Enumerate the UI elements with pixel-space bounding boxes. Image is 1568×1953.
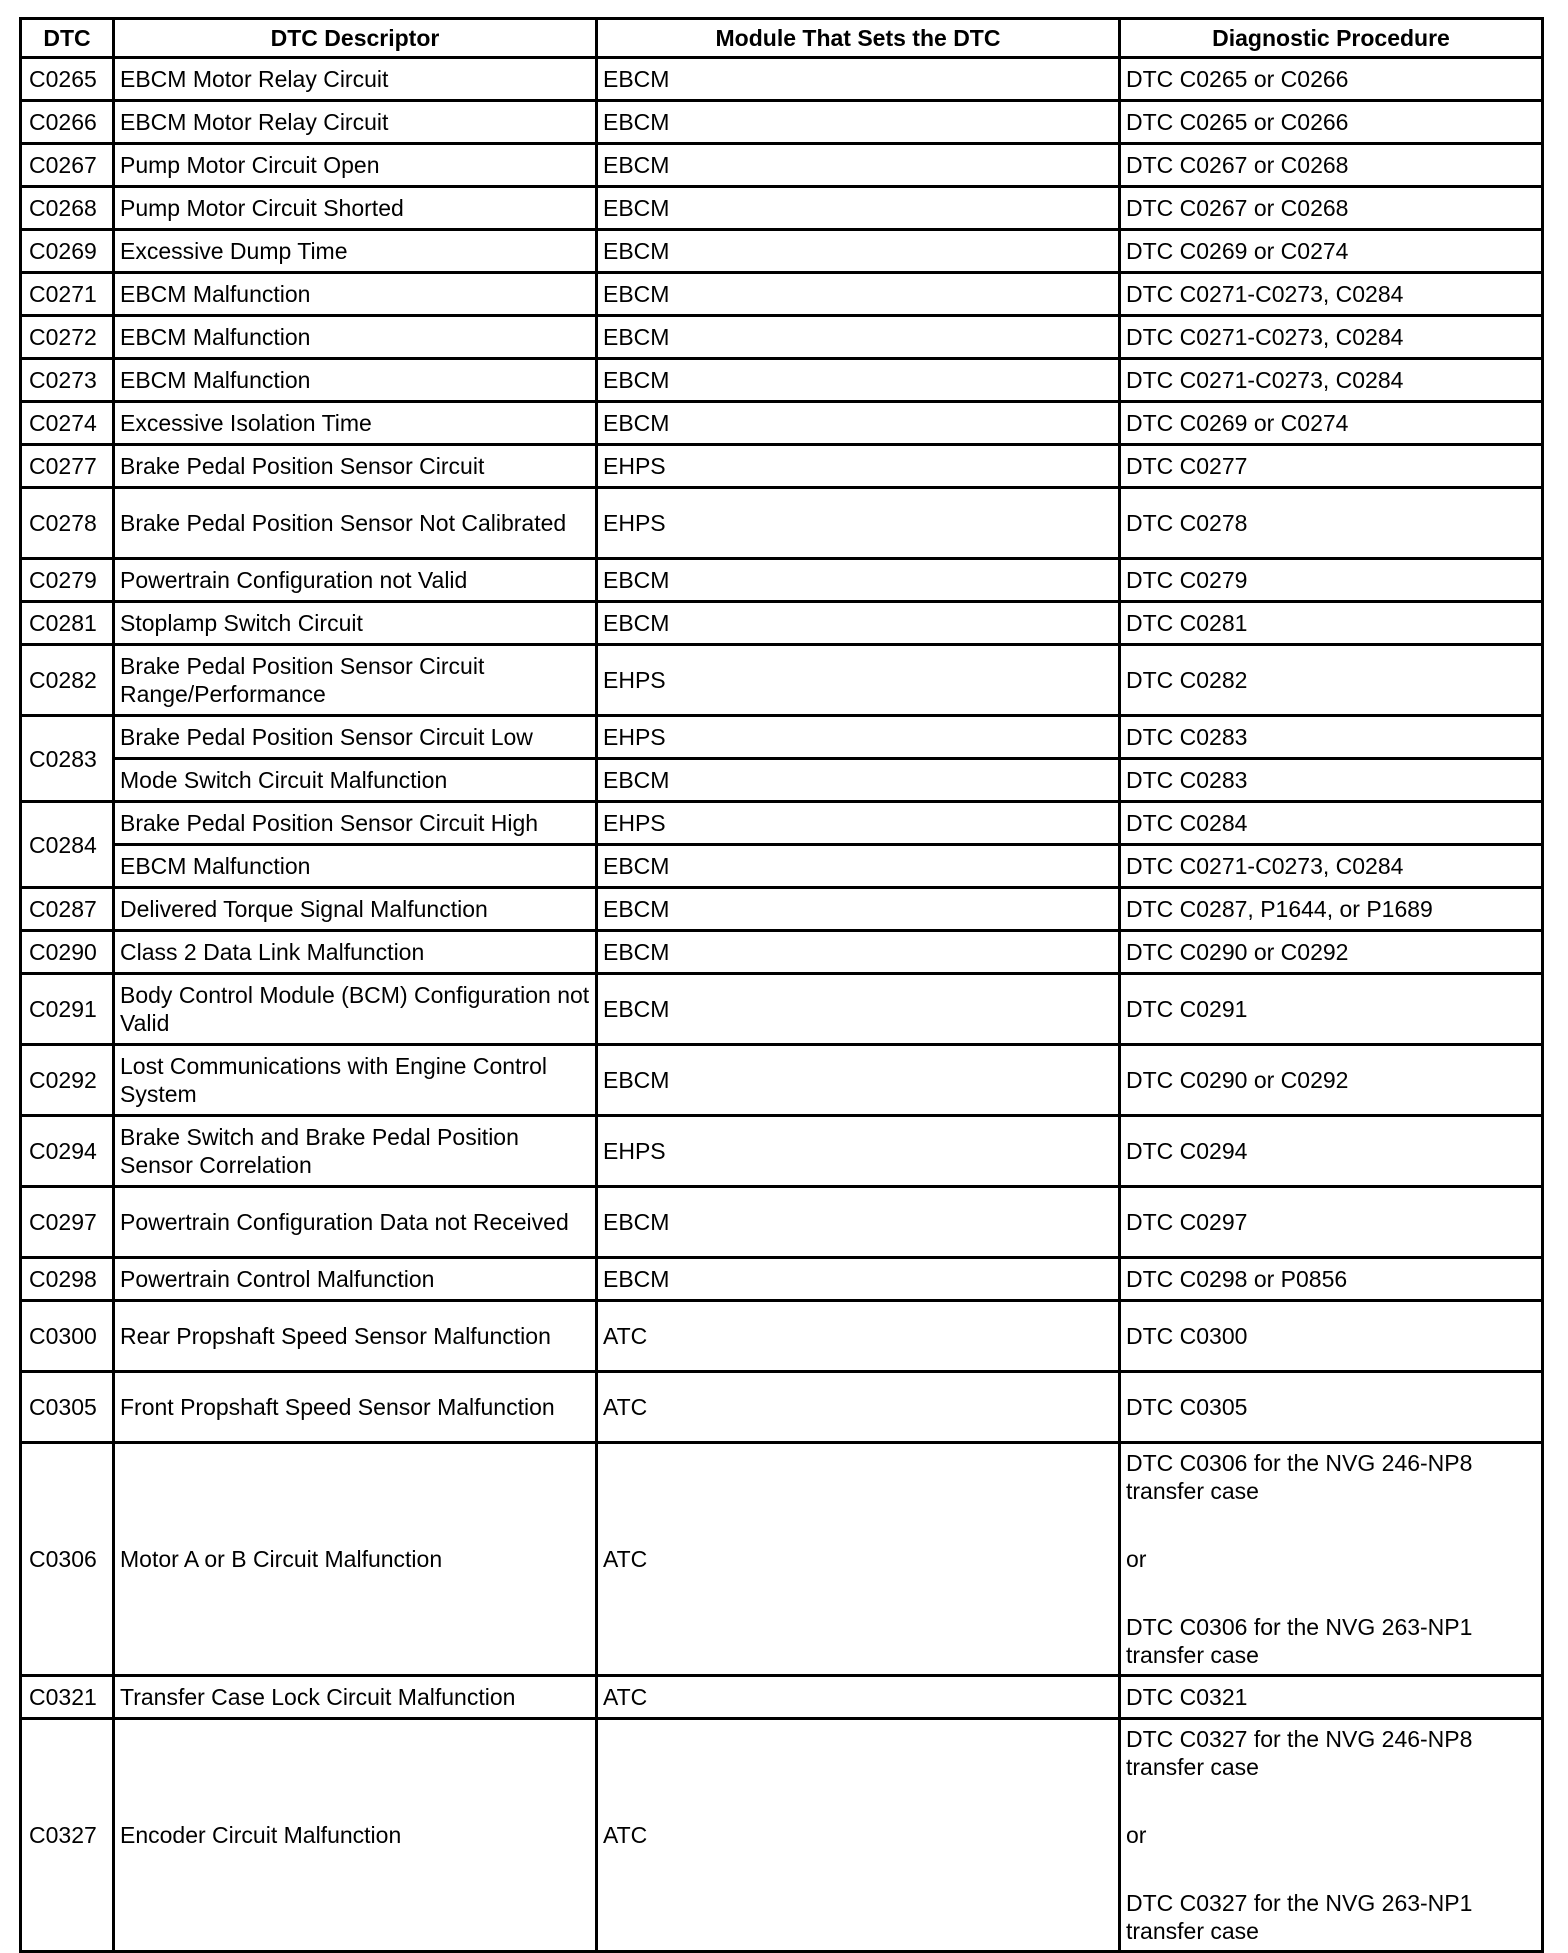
procedure-or: or [1126, 1546, 1147, 1572]
dtc-procedure: DTC C0281 [1120, 602, 1543, 645]
table-row [21, 273, 1543, 316]
dtc-module: EBCM [597, 1258, 1120, 1301]
dtc-module: ATC [597, 1443, 1120, 1676]
dtc-code: C0281 [21, 602, 114, 645]
procedure-option: DTC C0306 for the NVG 246-NP8 transfer case [1126, 1450, 1473, 1504]
dtc-code: C0267 [21, 144, 114, 187]
dtc-descriptor: Excessive Isolation Time [114, 402, 597, 445]
header-row [21, 19, 1543, 58]
dtc-code: C0269 [21, 230, 114, 273]
dtc-procedure: DTC C0267 or C0268 [1120, 144, 1543, 187]
dtc-procedure: DTC C0290 or C0292 [1120, 931, 1543, 974]
header-descriptor: DTC Descriptor [114, 19, 597, 58]
dtc-procedure: DTC C0267 or C0268 [1120, 187, 1543, 230]
dtc-module: EBCM [597, 759, 1120, 802]
dtc-table [19, 17, 1544, 1953]
dtc-module: EBCM [597, 974, 1120, 1045]
table-row [21, 559, 1543, 602]
dtc-code: C0279 [21, 559, 114, 602]
dtc-code: C0265 [21, 58, 114, 101]
dtc-procedure: DTC C0265 or C0266 [1120, 101, 1543, 144]
dtc-descriptor: Brake Pedal Position Sensor Circuit High [114, 802, 597, 845]
dtc-code: C0271 [21, 273, 114, 316]
dtc-code: C0283 [21, 716, 114, 802]
table-row [21, 445, 1543, 488]
dtc-descriptor: Encoder Circuit Malfunction [114, 1719, 597, 1952]
dtc-code: C0282 [21, 645, 114, 716]
table-row [21, 402, 1543, 445]
dtc-code: C0292 [21, 1045, 114, 1116]
dtc-code: C0291 [21, 974, 114, 1045]
table-row [21, 602, 1543, 645]
dtc-descriptor: Brake Pedal Position Sensor Circuit [114, 445, 597, 488]
table-row [21, 1301, 1543, 1372]
table-row [21, 1116, 1543, 1187]
dtc-module: EBCM [597, 602, 1120, 645]
header-procedure: Diagnostic Procedure [1120, 19, 1543, 58]
procedure-option: DTC C0306 for the NVG 263-NP1 transfer case [1126, 1614, 1473, 1668]
dtc-code: C0278 [21, 488, 114, 559]
dtc-procedure: DTC C0321 [1120, 1676, 1543, 1719]
dtc-module: EBCM [597, 1187, 1120, 1258]
dtc-descriptor: Powertrain Configuration Data not Received [114, 1187, 597, 1258]
dtc-module: EBCM [597, 101, 1120, 144]
table-row [21, 1258, 1543, 1301]
dtc-code: C0273 [21, 359, 114, 402]
procedure-or: or [1126, 1822, 1147, 1848]
dtc-module: EBCM [597, 273, 1120, 316]
dtc-descriptor: Excessive Dump Time [114, 230, 597, 273]
dtc-procedure: DTC C0284 [1120, 802, 1543, 845]
dtc-module: EBCM [597, 187, 1120, 230]
dtc-descriptor: EBCM Malfunction [114, 359, 597, 402]
dtc-code: C0272 [21, 316, 114, 359]
table-row [21, 1443, 1543, 1676]
dtc-procedure: DTC C0297 [1120, 1187, 1543, 1258]
dtc-descriptor: Delivered Torque Signal Malfunction [114, 888, 597, 931]
dtc-module: EBCM [597, 1045, 1120, 1116]
dtc-code: C0287 [21, 888, 114, 931]
dtc-code: C0306 [21, 1443, 114, 1676]
dtc-procedure: DTC C0290 or C0292 [1120, 1045, 1543, 1116]
dtc-module: EHPS [597, 445, 1120, 488]
dtc-module: EHPS [597, 716, 1120, 759]
dtc-procedure: DTC C0282 [1120, 645, 1543, 716]
dtc-module: EBCM [597, 144, 1120, 187]
dtc-module: EBCM [597, 931, 1120, 974]
dtc-module: EHPS [597, 802, 1120, 845]
dtc-descriptor: Motor A or B Circuit Malfunction [114, 1443, 597, 1676]
dtc-descriptor: EBCM Malfunction [114, 316, 597, 359]
header-module: Module That Sets the DTC [597, 19, 1120, 58]
dtc-code: C0277 [21, 445, 114, 488]
table-row [21, 716, 1543, 759]
dtc-code: C0290 [21, 931, 114, 974]
dtc-code: C0274 [21, 402, 114, 445]
dtc-procedure: DTC C0278 [1120, 488, 1543, 559]
dtc-descriptor: Pump Motor Circuit Shorted [114, 187, 597, 230]
table-row [21, 1719, 1543, 1952]
dtc-code: C0268 [21, 187, 114, 230]
dtc-descriptor: Stoplamp Switch Circuit [114, 602, 597, 645]
dtc-code: C0327 [21, 1719, 114, 1952]
dtc-module: EBCM [597, 58, 1120, 101]
dtc-code: C0305 [21, 1372, 114, 1443]
dtc-procedure: DTC C0269 or C0274 [1120, 402, 1543, 445]
dtc-procedure: DTC C0300 [1120, 1301, 1543, 1372]
dtc-code: C0321 [21, 1676, 114, 1719]
dtc-code: C0300 [21, 1301, 114, 1372]
table-row [21, 359, 1543, 402]
dtc-descriptor: Pump Motor Circuit Open [114, 144, 597, 187]
dtc-module: EHPS [597, 645, 1120, 716]
table-row [21, 1676, 1543, 1719]
dtc-procedure: DTC C0283 [1120, 759, 1543, 802]
dtc-procedure: DTC C0271-C0273, C0284 [1120, 845, 1543, 888]
table-row [21, 1045, 1543, 1116]
dtc-descriptor: Powertrain Control Malfunction [114, 1258, 597, 1301]
table-row [21, 974, 1543, 1045]
dtc-descriptor: Brake Switch and Brake Pedal Position Sensor Correlation [114, 1116, 597, 1187]
dtc-descriptor: Lost Communications with Engine Control System [114, 1045, 597, 1116]
table-row [21, 888, 1543, 931]
dtc-descriptor: EBCM Malfunction [114, 845, 597, 888]
dtc-procedure: DTC C0291 [1120, 974, 1543, 1045]
dtc-descriptor: Brake Pedal Position Sensor Not Calibrated [114, 488, 597, 559]
procedure-option: DTC C0327 for the NVG 263-NP1 transfer case [1126, 1890, 1473, 1944]
dtc-procedure: DTC C0271-C0273, C0284 [1120, 359, 1543, 402]
dtc-descriptor: EBCM Motor Relay Circuit [114, 58, 597, 101]
dtc-descriptor: Body Control Module (BCM) Configuration not Valid [114, 974, 597, 1045]
dtc-descriptor: EBCM Malfunction [114, 273, 597, 316]
dtc-procedure: DTC C0271-C0273, C0284 [1120, 316, 1543, 359]
procedure-option: DTC C0327 for the NVG 246-NP8 transfer case [1126, 1726, 1473, 1780]
table-row [21, 187, 1543, 230]
dtc-module: EBCM [597, 888, 1120, 931]
dtc-procedure: DTC C0294 [1120, 1116, 1543, 1187]
dtc-procedure: DTC C0271-C0273, C0284 [1120, 273, 1543, 316]
table-row [21, 931, 1543, 974]
dtc-procedure: DTC C0277 [1120, 445, 1543, 488]
dtc-descriptor: Brake Pedal Position Sensor Circuit Range/Performance [114, 645, 597, 716]
dtc-module: EBCM [597, 559, 1120, 602]
dtc-code: C0294 [21, 1116, 114, 1187]
dtc-module: EHPS [597, 488, 1120, 559]
dtc-module: EBCM [597, 359, 1120, 402]
table-row [21, 759, 1543, 802]
table-row [21, 230, 1543, 273]
table-row [21, 1187, 1543, 1258]
dtc-descriptor: EBCM Motor Relay Circuit [114, 101, 597, 144]
dtc-module: ATC [597, 1676, 1120, 1719]
dtc-module: EHPS [597, 1116, 1120, 1187]
dtc-module: ATC [597, 1719, 1120, 1952]
dtc-code: C0297 [21, 1187, 114, 1258]
dtc-descriptor: Powertrain Configuration not Valid [114, 559, 597, 602]
table-row [21, 802, 1543, 845]
dtc-procedure: DTC C0279 [1120, 559, 1543, 602]
dtc-procedure: DTC C0283 [1120, 716, 1543, 759]
dtc-procedure: DTC C0287, P1644, or P1689 [1120, 888, 1543, 931]
dtc-procedure: DTC C0265 or C0266 [1120, 58, 1543, 101]
dtc-descriptor: Mode Switch Circuit Malfunction [114, 759, 597, 802]
table-row [21, 144, 1543, 187]
table-row [21, 1372, 1543, 1443]
dtc-descriptor: Transfer Case Lock Circuit Malfunction [114, 1676, 597, 1719]
dtc-module: EBCM [597, 845, 1120, 888]
dtc-procedure: DTC C0298 or P0856 [1120, 1258, 1543, 1301]
header-dtc: DTC [21, 19, 114, 58]
dtc-procedure [1120, 1443, 1543, 1676]
dtc-descriptor: Class 2 Data Link Malfunction [114, 931, 597, 974]
dtc-descriptor: Rear Propshaft Speed Sensor Malfunction [114, 1301, 597, 1372]
dtc-module: ATC [597, 1372, 1120, 1443]
dtc-procedure: DTC C0305 [1120, 1372, 1543, 1443]
table-row [21, 58, 1543, 101]
dtc-procedure: DTC C0269 or C0274 [1120, 230, 1543, 273]
dtc-descriptor: Brake Pedal Position Sensor Circuit Low [114, 716, 597, 759]
dtc-code: C0266 [21, 101, 114, 144]
table-row [21, 845, 1543, 888]
table-row [21, 101, 1543, 144]
table-row [21, 488, 1543, 559]
dtc-module: EBCM [597, 402, 1120, 445]
dtc-descriptor: Front Propshaft Speed Sensor Malfunction [114, 1372, 597, 1443]
dtc-module: EBCM [597, 316, 1120, 359]
table-row [21, 645, 1543, 716]
dtc-code: C0298 [21, 1258, 114, 1301]
dtc-procedure [1120, 1719, 1543, 1952]
dtc-code: C0284 [21, 802, 114, 888]
dtc-module: EBCM [597, 230, 1120, 273]
table-row [21, 316, 1543, 359]
dtc-module: ATC [597, 1301, 1120, 1372]
